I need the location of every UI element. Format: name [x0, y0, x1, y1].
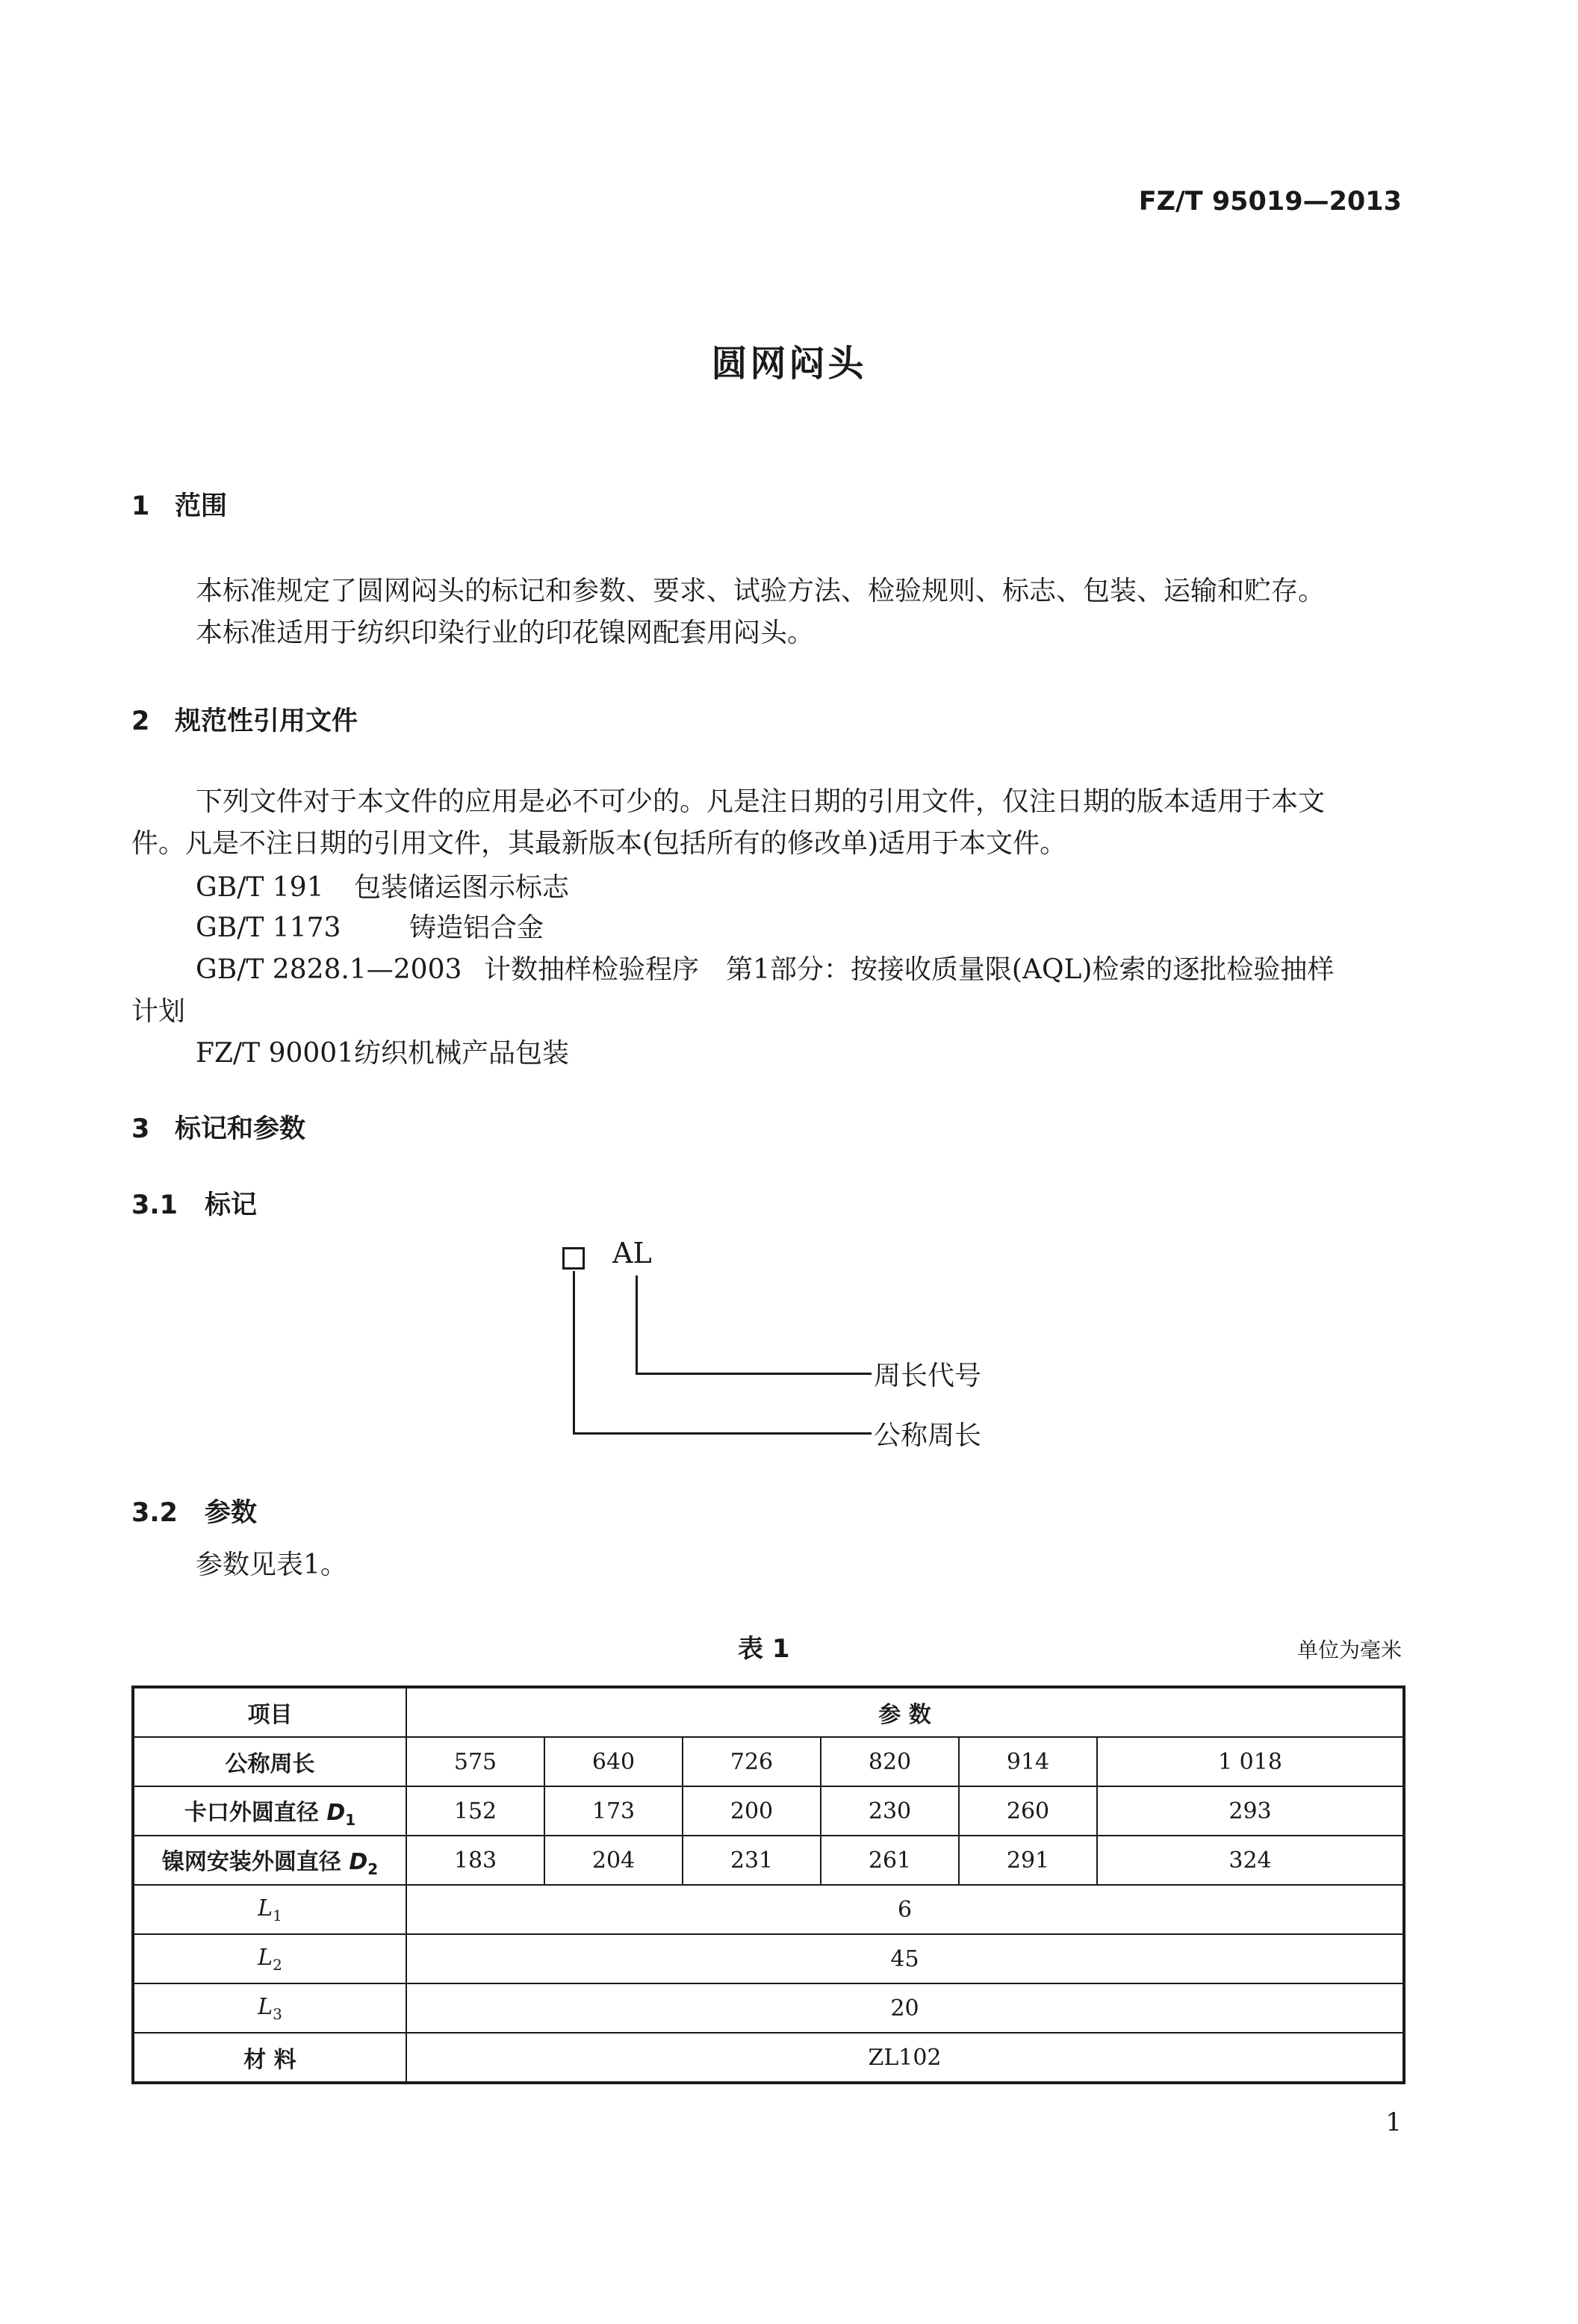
section-title: 参数 — [205, 1498, 258, 1528]
placeholder-box-icon — [562, 1247, 585, 1270]
header-item: 项目 — [133, 1687, 406, 1737]
section-3-heading — [131, 1108, 305, 1146]
table-cell: 231 — [683, 1836, 821, 1885]
table-header-row — [133, 1687, 1404, 1737]
leader-line — [573, 1432, 872, 1435]
section-1-paragraph-1: 本标准规定了圆网闷头的标记和参数、要求、试验方法、检验规则、标志、包装、运输和贮存。 — [196, 576, 1326, 606]
section-number: 3 — [131, 1114, 150, 1144]
row-label: 镍网安装外圆直径 $D_2$ — [133, 1836, 406, 1885]
section-3-2-heading — [131, 1492, 257, 1529]
table-row — [133, 1934, 1404, 1983]
label-nominal-perimeter: 公称周长 — [874, 1420, 982, 1451]
section-title: 标记和参数 — [175, 1114, 306, 1144]
section-1-paragraph-2: 本标准适用于纺织印染行业的印花镍网配套用闷头。 — [196, 618, 815, 648]
row-label: 材 料 — [133, 2033, 406, 2083]
table-cell: 152 — [406, 1786, 544, 1836]
table-row — [133, 1836, 1404, 1885]
parameter-table — [131, 1685, 1405, 2084]
leader-line — [573, 1271, 575, 1434]
page-number: 1 — [1385, 2107, 1402, 2137]
row-label: 公称周长 — [133, 1737, 406, 1786]
table-row — [133, 2033, 1404, 2083]
table-cell: 45 — [406, 1934, 1404, 1983]
reference-title: 纺织机械产品包装 — [354, 1038, 570, 1069]
section-number: 3.1 — [131, 1190, 178, 1220]
reference-title: 包装储运图示标志 — [354, 872, 570, 903]
table-row — [133, 1983, 1404, 2033]
reference-title: 铸造铝合金 — [409, 913, 544, 943]
section-number: 2 — [131, 706, 150, 736]
reference-code: GB/T 2828.1—2003 — [196, 954, 462, 985]
reference-code: GB/T 1173 — [196, 913, 341, 943]
table-cell: 640 — [544, 1737, 683, 1786]
table-cell: 204 — [544, 1836, 683, 1885]
section-1-heading — [131, 485, 227, 523]
reference-item — [196, 1032, 569, 1070]
section-3-1-heading — [131, 1184, 257, 1222]
row-label: $L_3$ — [133, 1983, 406, 2033]
table-cell: 173 — [544, 1786, 683, 1836]
table-cell: 291 — [959, 1836, 1097, 1885]
header-params: 参 数 — [406, 1687, 1404, 1737]
page-title: 圆网闷头 — [711, 343, 867, 385]
section-number: 1 — [131, 491, 150, 521]
table-row — [133, 1885, 1404, 1934]
table-cell: 20 — [406, 1983, 1404, 2033]
reference-item — [196, 866, 569, 904]
section-title: 标记 — [205, 1190, 258, 1220]
table-unit: 单位为毫米 — [1296, 1638, 1402, 1662]
section-2-intro-line-1: 下列文件对于本文件的应用是必不可少的。凡是注日期的引用文件，仅注日期的版本适用于本文 — [196, 786, 1326, 817]
table-cell: 6 — [406, 1885, 1404, 1934]
table-cell: 726 — [683, 1737, 821, 1786]
table-cell: 820 — [821, 1737, 959, 1786]
table-caption: 表 1 — [738, 1634, 790, 1664]
section-number: 3.2 — [131, 1498, 178, 1528]
table-row — [133, 1786, 1404, 1836]
table-cell: 230 — [821, 1786, 959, 1836]
reference-code: FZ/T 90001 — [196, 1038, 355, 1069]
marking-code: AL — [612, 1237, 652, 1270]
reference-code: GB/T 191 — [196, 872, 324, 903]
table-cell: 1 018 — [1097, 1737, 1404, 1786]
table-cell: 200 — [683, 1786, 821, 1836]
table-cell: 261 — [821, 1836, 959, 1885]
reference-continuation: 计划 — [131, 996, 186, 1027]
row-label: $L_2$ — [133, 1934, 406, 1983]
row-label: $L_1$ — [133, 1885, 406, 1934]
table-cell: 324 — [1097, 1836, 1404, 1885]
reference-item — [196, 948, 1334, 987]
section-title: 范围 — [175, 491, 228, 521]
standard-number: FZ/T 95019—2013 — [1138, 187, 1402, 217]
leader-line — [636, 1373, 872, 1375]
table-cell: 914 — [959, 1737, 1097, 1786]
label-period-code: 周长代号 — [874, 1361, 982, 1391]
table-row — [133, 1737, 1404, 1786]
reference-title: 计数抽样检验程序 第1部分：按接收质量限(AQL)检索的逐批检验抽样 — [484, 954, 1335, 985]
reference-item — [196, 907, 544, 945]
table-cell: ZL102 — [406, 2033, 1404, 2083]
section-3-2-text: 参数见表1。 — [196, 1550, 347, 1580]
table-cell: 575 — [406, 1737, 544, 1786]
table-cell: 293 — [1097, 1786, 1404, 1836]
table-cell: 183 — [406, 1836, 544, 1885]
section-title: 规范性引用文件 — [175, 706, 358, 736]
section-2-intro-line-2: 件。凡是不注日期的引用文件，其最新版本(包括所有的修改单)适用于本文件。 — [131, 828, 1067, 859]
row-label: 卡口外圆直径 $D_1$ — [133, 1786, 406, 1836]
section-2-heading — [131, 700, 358, 738]
leader-line — [636, 1276, 638, 1374]
table-cell: 260 — [959, 1786, 1097, 1836]
